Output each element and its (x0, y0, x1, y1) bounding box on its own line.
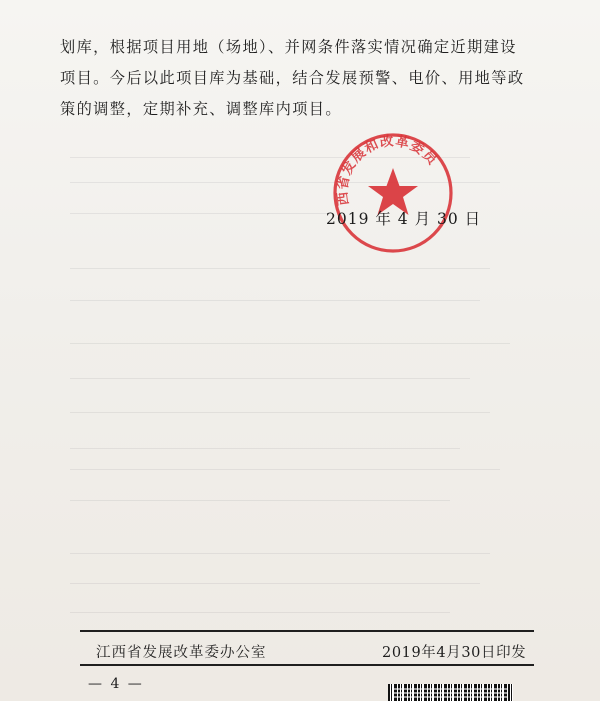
bleed-through-line (70, 300, 480, 301)
bleed-through-line (70, 553, 490, 554)
bleed-through-line (70, 448, 460, 449)
bleed-through-line (70, 583, 480, 584)
bleed-through-line (70, 268, 490, 269)
signature-date: 2019 年 4 月 30 日 (326, 210, 482, 228)
bleed-through-line (70, 469, 500, 470)
barcode (388, 684, 513, 701)
bleed-through-line (70, 500, 450, 501)
footer-bottom-rule (80, 664, 534, 666)
body-paragraph (60, 32, 530, 125)
bleed-through-line (70, 343, 510, 344)
bleed-through-line (70, 612, 450, 613)
issuing-office: 江西省发展改革委办公室 (96, 645, 267, 661)
body-line: 划库，根据项目用地（场地）、并网条件落实情况确定近期建设 (60, 38, 517, 56)
body-line: 项目。今后以此项目库为基础，结合发展预警、电价、用地等政 (60, 69, 525, 87)
seal-text: 西省发展和改革委员 (334, 133, 441, 207)
bleed-through-line (70, 412, 490, 413)
print-date: 2019年4月30日印发 (382, 645, 527, 661)
official-seal (330, 130, 456, 256)
barcode-pattern (394, 687, 507, 698)
bleed-through-line (70, 378, 470, 379)
footer-top-rule (80, 630, 534, 632)
bleed-through-line (70, 213, 330, 214)
body-line: 策的调整，定期补充、调整库内项目。 (60, 100, 342, 118)
page-number: — 4 — (88, 676, 144, 692)
